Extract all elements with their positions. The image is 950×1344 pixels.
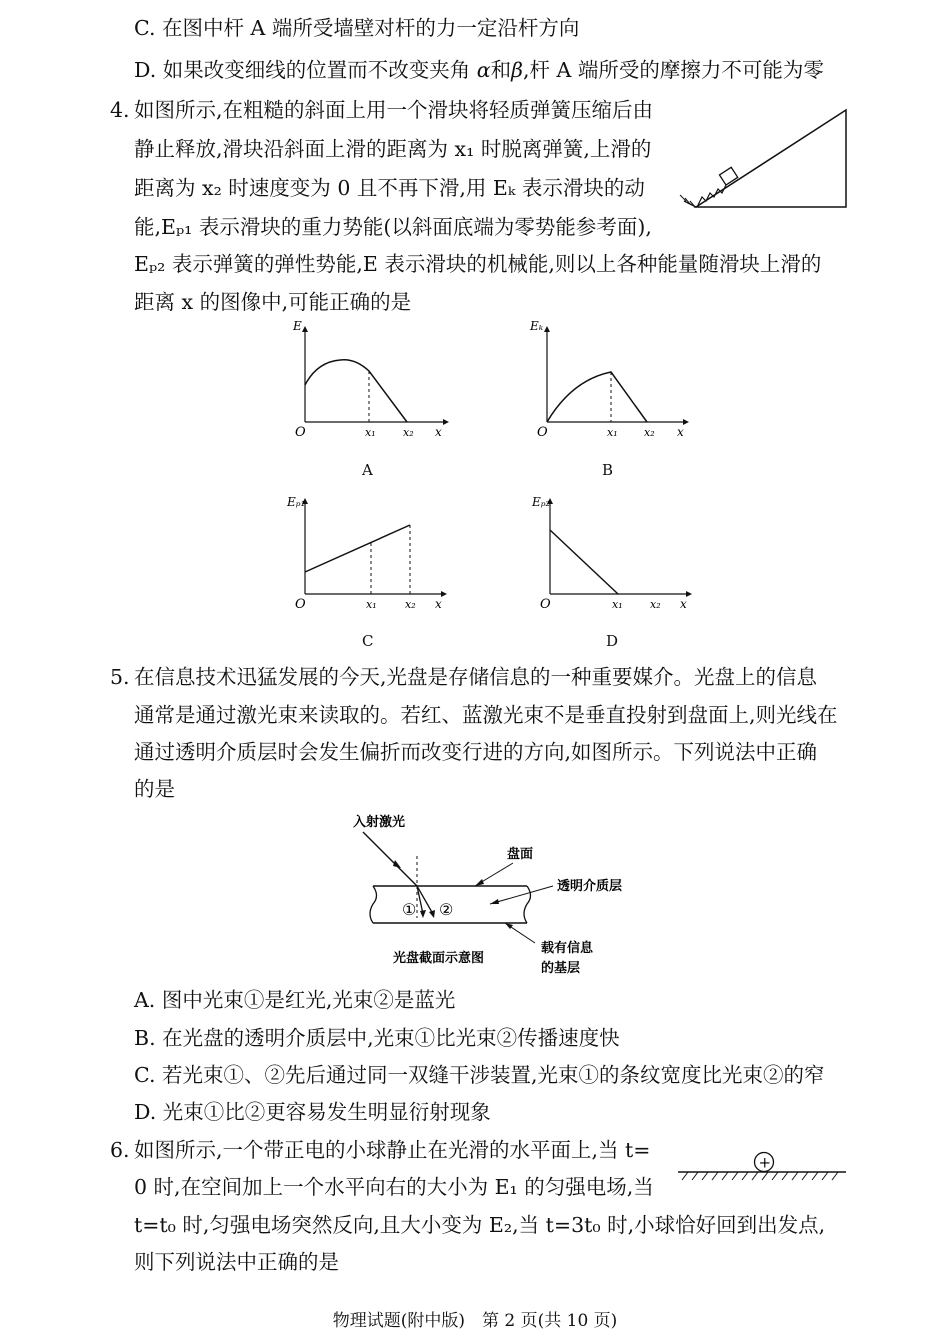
graph-a-x2: x₂ xyxy=(403,426,414,439)
graph-d-x2: x₂ xyxy=(650,598,661,611)
page-footer: 物理试题(附中版) 第 2 页(共 10 页) xyxy=(332,1311,618,1331)
ball-figure xyxy=(678,1146,848,1186)
q4-line1: 如图所示,在粗糙的斜面上用一个滑块将轻质弹簧压缩后由 xyxy=(134,98,654,122)
q5-option-b: B. 在光盘的透明介质层中,光束①比光束②传播速度快 xyxy=(134,1026,620,1050)
graph-a-xaxis: x xyxy=(435,425,442,439)
graph-c-x-arrow xyxy=(441,591,447,597)
leader-medium xyxy=(490,886,553,904)
graph-b-x1: x₁ xyxy=(607,426,618,439)
graph-a-curve xyxy=(305,360,407,422)
q3-option-d-prefix: D. 如果改变细线的位置而不改变夹角 xyxy=(134,58,471,82)
incident-ray xyxy=(363,832,417,886)
spring xyxy=(698,185,726,205)
incident-arrow xyxy=(393,860,401,868)
q5-option-d: D. 光束①比②更容易发生明显衍射现象 xyxy=(134,1100,491,1124)
graph-b-label: B xyxy=(602,461,614,479)
q3-option-d xyxy=(134,58,824,82)
graph-c-label: C xyxy=(362,632,374,650)
q6-line1: 如图所示,一个带正电的小球静止在光滑的水平面上,当 t= xyxy=(134,1138,651,1162)
graph-b-xaxis: x xyxy=(677,425,684,439)
medium-label: 透明介质层 xyxy=(557,879,623,894)
q3-alpha: α xyxy=(476,58,491,82)
graph-a-x1: x₁ xyxy=(365,426,376,439)
q3-and: 和 xyxy=(490,58,512,82)
diagram-caption: 光盘截面示意图 xyxy=(393,951,485,966)
graph-c-origin: O xyxy=(295,597,306,612)
q4-number: 4. xyxy=(110,98,130,122)
graph-d-x1: x₁ xyxy=(612,598,623,611)
leader-medium-arrow xyxy=(490,899,499,904)
disc-right-break xyxy=(524,886,531,923)
q3-option-d-suffix: ,杆 A 端所受的摩擦力不可能为零 xyxy=(522,58,824,82)
base-label-1: 载有信息 xyxy=(541,941,594,956)
graph-b-origin: O xyxy=(537,425,548,440)
graph-a-y-arrow xyxy=(302,326,308,332)
ray-1-arrow xyxy=(420,910,426,918)
beam-2-label: ② xyxy=(439,900,454,919)
graph-b xyxy=(527,318,697,443)
q4-line3: 距离为 x₂ 时速度变为 0 且不再下滑,用 Eₖ 表示滑块的动 xyxy=(134,176,645,200)
q5-line1: 在信息技术迅猛发展的今天,光盘是存储信息的一种重要媒介。光盘上的信息 xyxy=(134,665,818,689)
leader-surface-arrow xyxy=(475,879,484,886)
q6-line2: 0 时,在空间加上一个水平向右的大小为 E₁ 的匀强电场,当 xyxy=(134,1175,654,1199)
q4-line5: Eₚ₂ 表示弹簧的弹性势能,E 表示滑块的机械能,则以上各种能量随滑块上滑的 xyxy=(134,252,822,276)
q4-line2: 静止释放,滑块沿斜面上滑的距离为 x₁ 时脱离弹簧,上滑的 xyxy=(134,137,652,161)
ray-2-arrow xyxy=(429,910,435,918)
graph-d-ylabel: Eₚ₂ xyxy=(532,495,551,509)
graph-a-label: A xyxy=(362,461,373,479)
q5-number: 5. xyxy=(110,665,130,689)
charge-sign: + xyxy=(758,1153,772,1172)
incident-label: 入射激光 xyxy=(353,815,406,830)
q4-line4: 能,Eₚ₁ 表示滑块的重力势能(以斜面底端为零势能参考面), xyxy=(134,215,652,239)
beam-1-label: ① xyxy=(402,900,417,919)
q5-line4: 的是 xyxy=(134,777,175,801)
graph-c-line xyxy=(305,525,410,572)
q5-line3: 通过透明介质层时会发生偏折而改变行进的方向,如图所示。下列说法中正确 xyxy=(134,740,818,764)
q3-beta: β xyxy=(511,58,523,82)
graph-b-ylabel: Eₖ xyxy=(530,319,544,333)
graph-c-x2: x₂ xyxy=(405,598,416,611)
q6-number: 6. xyxy=(110,1138,130,1162)
graph-a-ylabel: E xyxy=(293,319,302,333)
graph-b-x2: x₂ xyxy=(644,426,655,439)
graph-c xyxy=(285,490,455,615)
graph-d-label: D xyxy=(606,632,619,650)
q4-line6: 距离 x 的图像中,可能正确的是 xyxy=(134,290,412,314)
q5-option-a: A. 图中光束①是红光,光束②是蓝光 xyxy=(134,988,456,1012)
graph-d xyxy=(530,490,700,615)
q5-option-c: C. 若光束①、②先后通过同一双缝干涉装置,光束①的条纹宽度比光束②的窄 xyxy=(134,1063,825,1087)
graph-b-x-arrow xyxy=(683,419,689,425)
graph-b-curve xyxy=(547,372,647,422)
graph-d-xaxis: x xyxy=(680,597,687,611)
incline-triangle xyxy=(696,110,846,207)
graph-d-origin: O xyxy=(540,597,551,612)
graph-a-origin: O xyxy=(295,425,306,440)
disc-diagram xyxy=(335,808,635,983)
graph-c-x1: x₁ xyxy=(366,598,377,611)
ground-hatch xyxy=(682,1172,838,1180)
graph-c-ylabel: Eₚ₁ xyxy=(287,495,306,509)
graph-d-x-arrow xyxy=(686,591,692,597)
graph-b-y-arrow xyxy=(544,326,550,332)
surface-label: 盘面 xyxy=(507,847,534,862)
graph-d-line xyxy=(550,530,618,594)
graph-a-x-arrow xyxy=(443,419,449,425)
incline-figure xyxy=(676,105,851,215)
disc-left-break xyxy=(370,886,377,923)
graph-c-xaxis: x xyxy=(435,597,442,611)
graph-a xyxy=(285,318,455,443)
q3-option-c: C. 在图中杆 A 端所受墙壁对杆的力一定沿杆方向 xyxy=(134,16,580,40)
q6-line3: t=t₀ 时,匀强电场突然反向,且大小变为 E₂,当 t=3t₀ 时,小球恰好回到出发点, xyxy=(134,1213,826,1237)
q6-line4: 则下列说法中正确的是 xyxy=(134,1250,339,1274)
q5-line2: 通常是通过激光束来读取的。若红、蓝激光束不是垂直投射到盘面上,则光线在 xyxy=(134,703,838,727)
base-label-2: 的基层 xyxy=(541,961,581,976)
